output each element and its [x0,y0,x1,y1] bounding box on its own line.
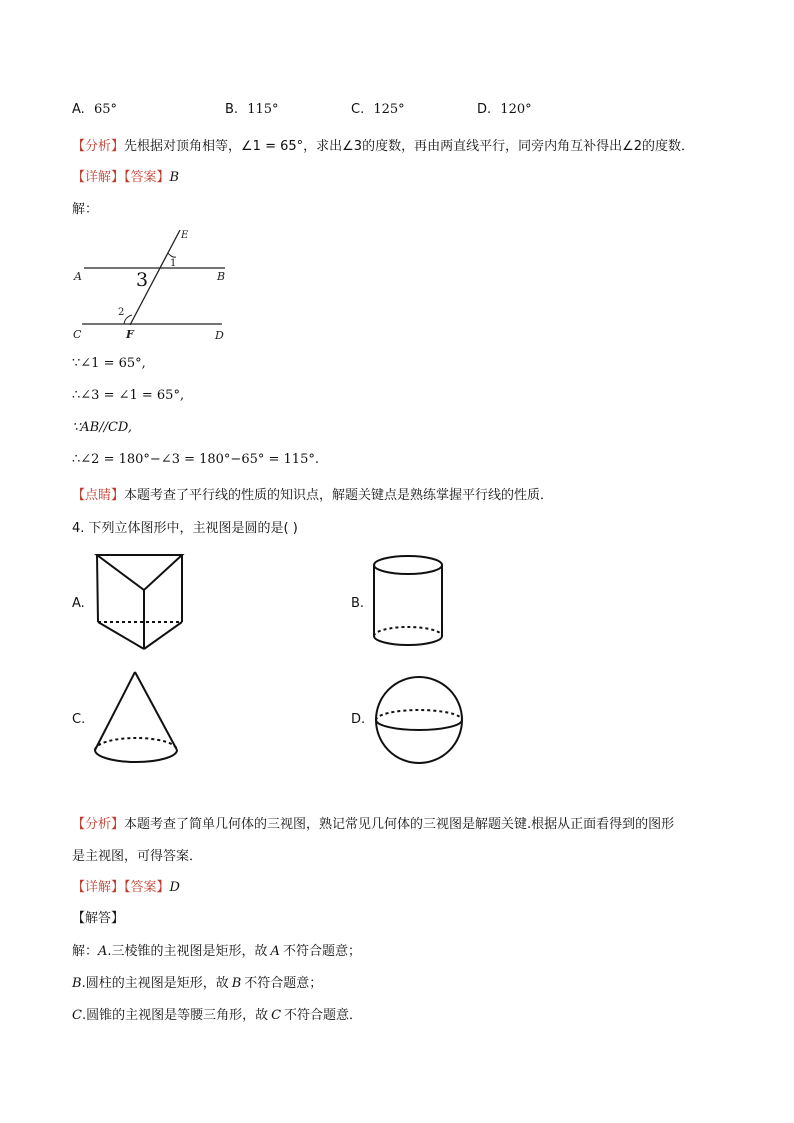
analysis-text: 先根据对顶角相等，∠1 = 65°，求出∠3的度数，再由两直线平行，同旁内角互补得出∠2的度数． [124,139,694,154]
q4-label-c: C. [72,712,86,727]
q4-solution-2: B.圆柱的主视图是矩形，故 B 不符合题意； [72,976,323,991]
q4-answer-tag: 【答案】 [124,880,170,895]
sphere-figure [372,674,468,770]
cylinder-figure [370,552,450,652]
solution-label: 解： [72,202,99,217]
q4-analysis-line2: 是主视图，可得答案． [72,849,203,864]
comment-tag: 【点睛】 [72,488,125,503]
angle-1-arc [168,253,176,257]
detail-tag: 【详解】 [72,170,125,185]
label-c: C [73,328,82,341]
option-d: D. 120° [477,102,532,117]
label-a: A [74,270,82,283]
label-d: D [215,329,224,342]
answer-value: B [169,170,180,185]
q4-analysis-tag: 【分析】 [72,817,125,832]
parallel-lines-figure [72,227,228,344]
q3-answer-line [72,166,179,185]
q4-label-a: A. [72,596,85,611]
step-2: ∴∠3 = ∠1 = 65°, [72,388,185,403]
q3-comment [72,484,553,503]
comment-text: 本题考查了平行线的性质的知识点，解题关键点是熟练掌握平行线的性质． [124,488,554,503]
triangular-prism-figure [90,550,190,654]
step-3: ∵AB//CD, [72,420,133,435]
answer-tag: 【答案】 [124,170,170,185]
q4-solution-3: C.圆锥的主视图是等腰三角形，故 C 不符合题意． [72,1008,363,1023]
label-b: B [217,270,226,283]
q4-solution-heading: 【解答】 [72,911,125,926]
option-a: A. 65° [72,102,117,117]
label-1: 1 [170,258,177,269]
option-b: B. 115° [225,102,279,117]
cone-figure [90,668,182,772]
analysis-tag: 【分析】 [72,139,125,154]
step-4: ∴∠2 = 180°−∠3 = 180°−65° = 115°. [72,452,319,467]
label-e: E [181,230,189,241]
q4-answer-line [72,876,180,895]
q3-analysis [72,135,694,154]
step-1: ∵∠1 = 65°, [72,356,146,371]
q4-answer-value: D [169,880,180,895]
q4-detail-tag: 【详解】 [72,880,125,895]
label-2: 2 [118,307,125,318]
label-3: 3 [136,269,149,291]
q4-solution-1: 解：A.三棱锥的主视图是矩形，故 A 不符合题意； [72,944,361,959]
q4-analysis-line1: 【分析】本题考查了简单几何体的三视图，熟记常见几何体的三视图是解题关键.根据从正面看得到的图形 [72,817,675,832]
q4-question: 4. 下列立体图形中，主视图是圆的是( ) [72,521,298,536]
q4-label-b: B. [351,596,365,611]
option-c: C. 125° [351,102,405,117]
q4-label-d: D. [351,712,366,727]
label-f: F [126,328,134,341]
